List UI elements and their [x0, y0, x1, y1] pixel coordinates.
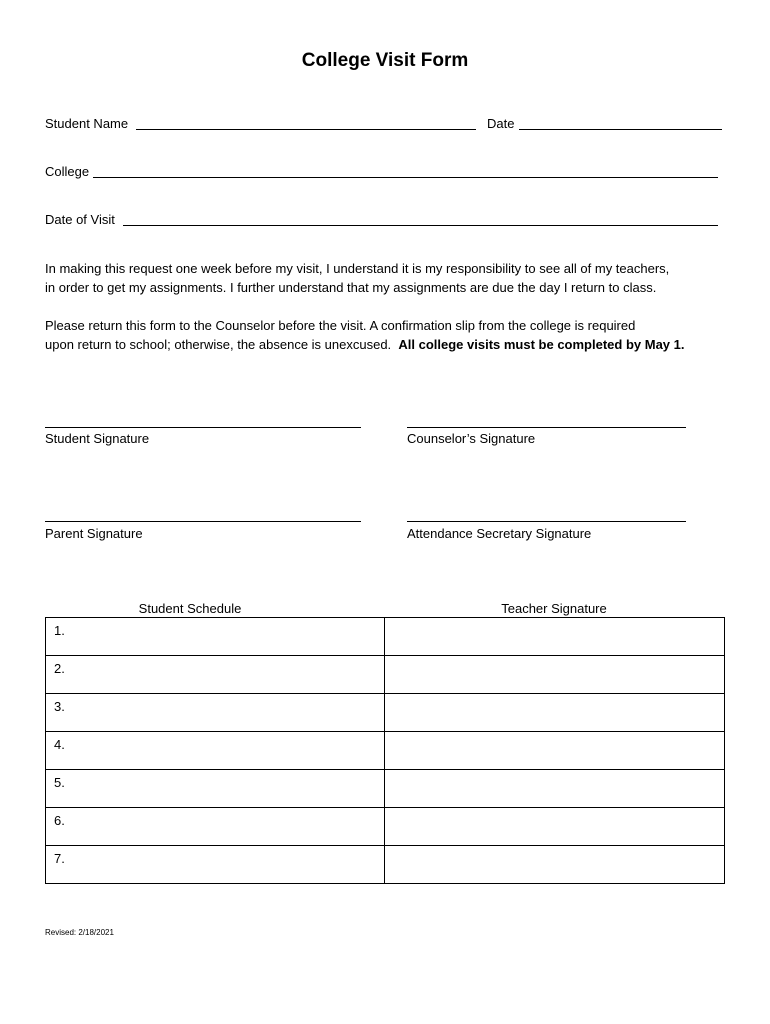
teacher-signature-cell[interactable] — [385, 732, 725, 770]
deadline-notice: All college visits must be completed by May 1. — [398, 337, 685, 352]
student-schedule-header: Student Schedule — [138, 601, 242, 616]
table-row — [46, 732, 725, 770]
schedule-cell[interactable]: 4. — [46, 732, 385, 770]
schedule-cell[interactable]: 6. — [46, 808, 385, 846]
parent-signature-line[interactable] — [45, 521, 361, 522]
table-row — [46, 656, 725, 694]
teacher-signature-header: Teacher Signature — [501, 601, 607, 616]
college-field[interactable] — [93, 177, 718, 178]
student-name-field[interactable] — [136, 129, 476, 130]
schedule-table — [45, 617, 725, 884]
attendance-signature-line[interactable] — [407, 521, 686, 522]
teacher-signature-cell[interactable] — [385, 656, 725, 694]
date-of-visit-label: Date of Visit — [45, 212, 115, 227]
table-row — [46, 618, 725, 656]
teacher-signature-cell[interactable] — [385, 618, 725, 656]
counselor-signature-line[interactable] — [407, 427, 686, 428]
teacher-signature-cell[interactable] — [385, 694, 725, 732]
teacher-signature-cell[interactable] — [385, 846, 725, 884]
paragraph-line — [45, 335, 735, 354]
schedule-cell[interactable]: 7. — [46, 846, 385, 884]
revised-date: Revised: 2/18/2021 — [45, 928, 114, 937]
schedule-cell[interactable]: 5. — [46, 770, 385, 808]
paragraph-text: upon return to school; otherwise, the absence is unexcused. — [45, 337, 399, 352]
schedule-cell[interactable]: 3. — [46, 694, 385, 732]
instructions-paragraph — [45, 316, 735, 354]
teacher-signature-cell[interactable] — [385, 770, 725, 808]
date-label: Date — [487, 116, 515, 131]
teacher-signature-cell[interactable] — [385, 808, 725, 846]
table-row — [46, 808, 725, 846]
paragraph-line: In making this request one week before my visit, I understand it is my responsibility to see all of my teachers, — [45, 261, 670, 276]
page-title: College Visit Form — [301, 50, 469, 71]
schedule-cell[interactable]: 2. — [46, 656, 385, 694]
attendance-signature-label: Attendance Secretary Signature — [407, 526, 592, 541]
parent-signature-label: Parent Signature — [45, 526, 143, 541]
college-label: College — [45, 164, 90, 179]
responsibility-paragraph — [45, 259, 735, 297]
paragraph-line: Please return this form to the Counselor before the visit. A confirmation slip from the college is required — [45, 318, 636, 333]
counselor-signature-label: Counselor’s Signature — [407, 431, 536, 446]
schedule-cell[interactable]: 1. — [46, 618, 385, 656]
table-row — [46, 770, 725, 808]
student-signature-line[interactable] — [45, 427, 361, 428]
date-of-visit-field[interactable] — [123, 225, 718, 226]
paragraph-line: in order to get my assignments. I further understand that my assignments are due the day I return to class. — [45, 280, 657, 295]
table-row — [46, 694, 725, 732]
student-name-label: Student Name — [45, 116, 129, 131]
table-row — [46, 846, 725, 884]
student-signature-label: Student Signature — [45, 431, 150, 446]
date-field[interactable] — [519, 129, 722, 130]
